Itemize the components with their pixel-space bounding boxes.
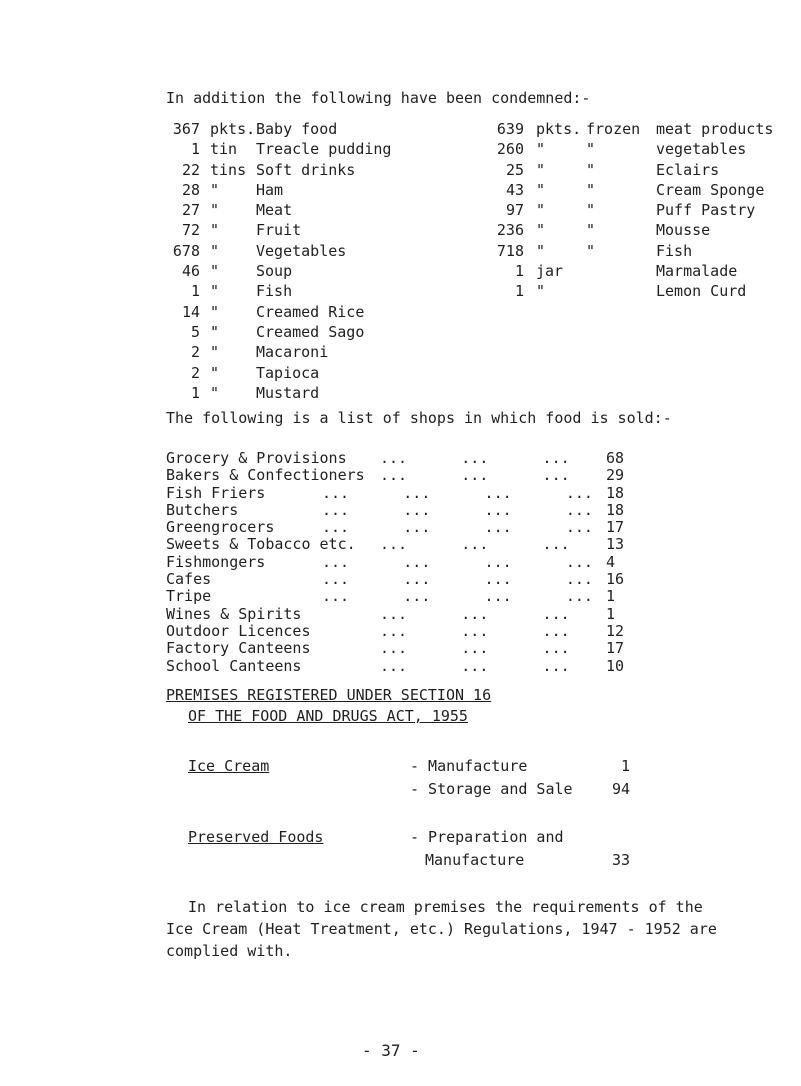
condemned-qty: 22 — [181, 160, 200, 179]
preserved-foods-count: 33 — [611, 851, 630, 869]
shop-leader-dots: ... ... ... — [380, 466, 570, 485]
condemned-item: Creamed Rice — [256, 302, 365, 321]
shop-row — [166, 588, 726, 605]
condemned-qty: 46 — [181, 262, 200, 281]
shop-count: 10 — [606, 656, 625, 675]
condemned-qty: 97 — [505, 201, 524, 220]
condemned-item: Treacle pudding — [256, 140, 392, 159]
condemned-item: Marmalade — [656, 262, 738, 281]
shop-count: 68 — [606, 449, 625, 467]
shop-row — [166, 571, 726, 588]
condemned-kind: " — [586, 221, 596, 240]
condemned-item-row — [166, 119, 496, 139]
shop-row — [166, 536, 726, 553]
shop-leader-dots: ... ... ... ... — [322, 500, 593, 519]
condemned-item-row — [166, 383, 496, 403]
condemned-right-list — [490, 119, 795, 302]
shop-leader-dots: ... ... ... — [380, 621, 570, 640]
shop-count: 1 — [606, 604, 616, 623]
shop-count: 17 — [606, 639, 625, 658]
condemned-qty: 236 — [496, 221, 524, 240]
condemned-item-row — [166, 220, 496, 240]
condemned-item-row — [490, 160, 795, 180]
condemned-unit: pkts. — [536, 120, 582, 138]
condemned-unit: " — [210, 282, 220, 301]
shop-leader-dots: ... ... ... — [380, 604, 570, 623]
condemned-qty: 1 — [514, 282, 524, 301]
condemned-item: Fish — [656, 241, 693, 260]
shop-leader-dots: ... ... ... ... — [322, 518, 593, 537]
shop-count: 1 — [606, 587, 616, 606]
condemned-item-row — [166, 261, 496, 281]
condemned-item-row — [166, 322, 496, 342]
condemned-qty: 43 — [505, 180, 524, 199]
shop-name: School Canteens — [166, 656, 302, 675]
shop-name: Sweets & Tobacco etc. — [166, 535, 356, 554]
condemned-item-row — [490, 281, 795, 301]
shop-leader-dots: ... ... ... — [380, 449, 570, 467]
condemned-item: Macaroni — [256, 343, 329, 362]
shop-name: Factory Canteens — [166, 639, 311, 658]
condemned-item: Mousse — [656, 221, 711, 240]
shop-name: Wines & Spirits — [166, 604, 302, 623]
condemned-item: Baby food — [256, 120, 338, 138]
condemned-unit: tin — [210, 140, 238, 159]
ice-cream-label: Ice Cream — [188, 757, 270, 775]
condemned-item: Meat — [256, 201, 293, 220]
condemned-unit: " — [536, 201, 546, 220]
condemned-kind: " — [586, 201, 596, 220]
shop-leader-dots: ... ... ... — [380, 656, 570, 675]
ice-cream-storage-desc: - Storage and Sale — [410, 780, 573, 798]
shop-count: 13 — [606, 535, 625, 554]
premises-heading-line-2: OF THE FOOD AND DRUGS ACT, 1955 — [188, 707, 468, 725]
condemned-item: Cream Sponge — [656, 180, 765, 199]
condemned-unit: " — [210, 363, 220, 382]
closing-line-1: In relation to ice cream premises the requirements of the — [188, 898, 703, 916]
condemned-kind: " — [586, 160, 596, 179]
shop-count: 16 — [606, 570, 625, 589]
condemned-item-row — [166, 281, 496, 301]
shop-count: 12 — [606, 621, 625, 640]
condemned-item-row — [166, 342, 496, 362]
ice-cream-storage-count: 94 — [611, 780, 630, 798]
condemned-item: meat products — [656, 120, 774, 138]
condemned-qty: 1 — [514, 262, 524, 281]
preserved-foods-label: Preserved Foods — [188, 828, 324, 846]
condemned-qty: 1 — [190, 140, 200, 159]
condemned-item: Vegetables — [256, 241, 347, 260]
shops-list — [166, 450, 726, 675]
condemned-unit: " — [210, 241, 220, 260]
condemned-unit: " — [210, 180, 220, 199]
condemned-qty: 260 — [496, 140, 524, 159]
shop-leader-dots: ... ... ... — [380, 639, 570, 658]
condemned-item-row — [166, 180, 496, 200]
shop-name: Butchers — [166, 500, 239, 519]
shop-row — [166, 502, 726, 519]
condemned-item: Creamed Sago — [256, 322, 365, 341]
condemned-kind: " — [586, 241, 596, 260]
shop-row — [166, 640, 726, 657]
condemned-item: Eclairs — [656, 160, 720, 179]
condemned-item: vegetables — [656, 140, 747, 159]
condemned-item-row — [166, 139, 496, 159]
closing-line-2: Ice Cream (Heat Treatment, etc.) Regulations, 1947 - 1952 are — [166, 920, 717, 938]
shop-leader-dots: ... ... ... ... — [322, 570, 593, 589]
shop-row — [166, 467, 726, 484]
condemned-qty: 72 — [181, 221, 200, 240]
premises-heading-line-1: PREMISES REGISTERED UNDER SECTION 16 — [166, 686, 492, 704]
condemned-qty: 2 — [190, 343, 200, 362]
shop-name: Cafes — [166, 570, 212, 589]
shop-count: 18 — [606, 500, 625, 519]
condemned-item-row — [490, 119, 795, 139]
shop-row — [166, 519, 726, 536]
condemned-item-row — [166, 241, 496, 261]
shop-name: Tripe — [166, 587, 212, 606]
condemned-item: Ham — [256, 180, 284, 199]
condemned-item: Fish — [256, 282, 293, 301]
condemned-kind: frozen — [586, 120, 641, 138]
shop-name: Grocery & Provisions — [166, 449, 347, 467]
shop-leader-dots: ... ... ... ... — [322, 552, 593, 571]
condemned-qty: 1 — [190, 383, 200, 402]
condemned-item-row — [166, 363, 496, 383]
condemned-item: Tapioca — [256, 363, 320, 382]
preserved-foods-desc-2: Manufacture — [425, 851, 525, 869]
condemned-qty: 718 — [496, 241, 524, 260]
preserved-foods-desc-1: - Preparation and — [410, 828, 564, 846]
condemned-item: Soft drinks — [256, 160, 356, 179]
condemned-unit: tins — [210, 160, 247, 179]
condemned-item: Fruit — [256, 221, 302, 240]
condemned-item-row — [166, 200, 496, 220]
shops-intro-text: The following is a list of shops in which food is sold:- — [166, 409, 672, 427]
condemned-unit: " — [536, 282, 546, 301]
condemned-unit: " — [210, 383, 220, 402]
condemned-unit: " — [536, 221, 546, 240]
shop-count: 18 — [606, 483, 625, 502]
condemned-unit: " — [210, 262, 220, 281]
condemned-item-row — [490, 220, 795, 240]
shop-name: Fish Friers — [166, 483, 266, 502]
condemned-qty: 28 — [181, 180, 200, 199]
condemned-unit: " — [210, 302, 220, 321]
condemned-kind: " — [586, 180, 596, 199]
closing-line-3: complied with. — [166, 942, 293, 960]
condemned-item: Puff Pastry — [656, 201, 756, 220]
ice-cream-manufacture-desc: - Manufacture — [410, 757, 528, 775]
condemned-item: Lemon Curd — [656, 282, 747, 301]
condemned-qty: 367 — [172, 120, 200, 138]
condemned-item-row — [490, 200, 795, 220]
condemned-unit: " — [210, 322, 220, 341]
condemned-unit: " — [536, 160, 546, 179]
condemned-qty: 2 — [190, 363, 200, 382]
shop-row — [166, 658, 726, 675]
condemned-item-row — [166, 302, 496, 322]
condemned-unit: " — [210, 201, 220, 220]
condemned-item: Soup — [256, 262, 293, 281]
condemned-qty: 14 — [181, 302, 200, 321]
condemned-unit: jar — [536, 262, 564, 281]
shop-row — [166, 450, 726, 467]
intro-text: In addition the following have been condemned:- — [166, 89, 591, 107]
shop-count: 17 — [606, 518, 625, 537]
shop-row — [166, 623, 726, 640]
ice-cream-manufacture-count: 1 — [620, 757, 630, 775]
condemned-unit: pkts. — [210, 120, 256, 138]
condemned-item: Mustard — [256, 383, 320, 402]
condemned-qty: 1 — [190, 282, 200, 301]
shop-count: 4 — [606, 552, 616, 571]
condemned-qty: 5 — [190, 322, 200, 341]
condemned-unit: " — [210, 343, 220, 362]
shop-name: Bakers & Confectioners — [166, 466, 365, 485]
shop-name: Outdoor Licences — [166, 621, 311, 640]
shop-row — [166, 606, 726, 623]
condemned-unit: " — [536, 180, 546, 199]
condemned-left-list — [166, 119, 496, 403]
condemned-item-row — [166, 160, 496, 180]
condemned-item-row — [490, 261, 795, 281]
condemned-unit: " — [536, 140, 546, 159]
condemned-qty: 678 — [172, 241, 200, 260]
shop-name: Fishmongers — [166, 552, 266, 571]
page-number: - 37 - — [362, 1041, 420, 1060]
shop-leader-dots: ... ... ... — [380, 535, 570, 554]
condemned-kind: " — [586, 140, 596, 159]
shop-row — [166, 485, 726, 502]
shop-count: 29 — [606, 466, 625, 485]
shop-leader-dots: ... ... ... ... — [322, 587, 593, 606]
condemned-unit: " — [210, 221, 220, 240]
condemned-item-row — [490, 139, 795, 159]
condemned-qty: 25 — [505, 160, 524, 179]
condemned-qty: 27 — [181, 201, 200, 220]
condemned-item-row — [490, 241, 795, 261]
shop-name: Greengrocers — [166, 518, 275, 537]
shop-row — [166, 554, 726, 571]
shop-leader-dots: ... ... ... ... — [322, 483, 593, 502]
condemned-unit: " — [536, 241, 546, 260]
condemned-qty: 639 — [496, 120, 524, 138]
condemned-item-row — [490, 180, 795, 200]
